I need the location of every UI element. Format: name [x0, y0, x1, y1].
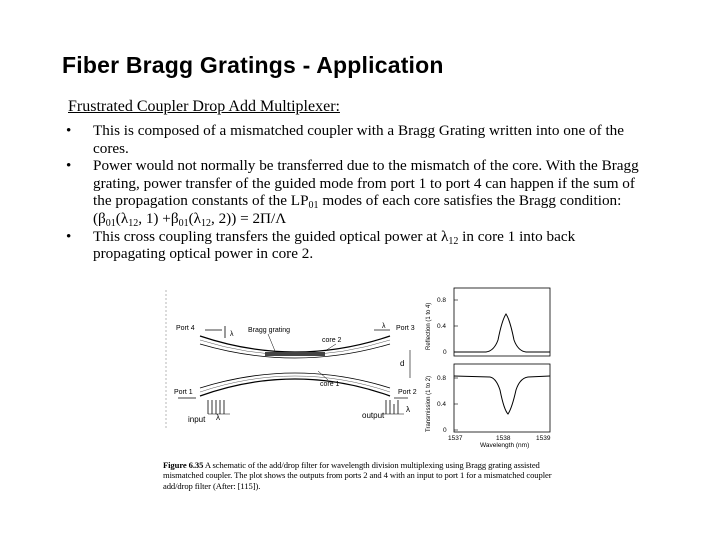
formula-part: , 2)) = 2Π/Λ — [210, 209, 287, 227]
d-label: d — [400, 359, 405, 368]
input-spectrum — [208, 400, 230, 414]
xtick: 1537 — [448, 435, 463, 442]
reflection-curve — [454, 314, 550, 352]
beta-subscript: 01 — [178, 217, 189, 229]
bullet-glyph: • — [66, 157, 72, 175]
slide-title: Fiber Bragg Gratings - Application — [62, 52, 444, 78]
lambda-label-input: λ — [216, 413, 220, 422]
formula-part: , 1) +β — [138, 209, 179, 227]
formula-part: (λ — [188, 209, 201, 227]
formula-part: (λ — [115, 209, 129, 227]
reflection-ylabel: Reflection (1 to 4) — [426, 302, 432, 350]
lambda-subscript: 12 — [128, 217, 139, 229]
port4-label: Port 4 — [176, 325, 195, 332]
xtick: 1539 — [536, 435, 551, 442]
core1-label: core 1 — [320, 381, 340, 388]
port3-label: Port 3 — [396, 325, 415, 332]
bragg-grating-marks — [265, 352, 325, 356]
transmission-ytick: 0.4 — [437, 401, 447, 408]
bullet-glyph: • — [66, 227, 72, 245]
reflection-ytick: 0.8 — [437, 297, 447, 304]
transmission-ytick: 0 — [443, 427, 447, 434]
grating-pointer — [268, 334, 275, 351]
caption-text: A schematic of the add/drop filter for wavelength division multiplexing using Bragg grating assisted mismatched coupler. The plot shows the outputs from ports 2 and 4 with an input to port 1 for a mismatched coupler add/drop filter (After: [115]). — [163, 460, 552, 491]
reflection-ytick: 0 — [443, 349, 447, 356]
xtick: 1538 — [496, 435, 511, 442]
lambda-symbol: λ — [440, 227, 449, 245]
bullet-list — [66, 122, 646, 263]
output-spectrum — [382, 400, 404, 414]
lambda-label-port3: λ — [382, 323, 386, 330]
fiber-upper-outer — [200, 336, 390, 352]
bullet-text: Power would not normally be transferred due to the mismatch of the core. With the Bragg grating, power transfer of the guided mode from port 1 to port 4 can happen if the sum of the propagation constants of the LP — [93, 157, 639, 210]
port1-label: Port 1 — [174, 389, 193, 396]
input-label: input — [188, 415, 206, 424]
lambda-label-port4: λ — [230, 331, 234, 338]
coupler-schematic — [174, 323, 417, 424]
reflection-plot — [426, 288, 550, 356]
beta-subscript: 01 — [105, 217, 116, 229]
bullet-text: This is composed of a mismatched coupler with a Bragg Grating written into one of the cores. — [93, 122, 625, 157]
output-label: output — [362, 411, 385, 420]
reflection-ytick: 0.4 — [437, 323, 447, 330]
transmission-ylabel: Transmission (1 to 2) — [426, 375, 432, 432]
lambda-subscript: 12 — [200, 217, 211, 229]
bullet-text-cont: in core 1 into back propagating optical power in core 2. — [93, 227, 576, 263]
fiber-lower-outer — [200, 379, 390, 396]
bullet-item — [66, 228, 646, 263]
bullet-text: This cross coupling transfers the guided optical power at — [93, 227, 438, 245]
xlabel: Wavelength (nm) — [480, 442, 530, 449]
core2-label: core 2 — [322, 337, 342, 344]
transmission-curve — [454, 376, 550, 414]
bullet-text-cont: modes of each core satisfies the Bragg condition: (β — [93, 192, 622, 227]
lp-subscript: 01 — [308, 200, 319, 212]
transmission-ytick: 0.8 — [437, 375, 447, 382]
figure-caption — [163, 460, 563, 491]
core1-pointer — [318, 371, 328, 380]
bragg-grating-label: Bragg grating — [248, 327, 291, 334]
bullet-glyph: • — [66, 122, 72, 139]
bullet-item — [66, 157, 646, 227]
section-subtitle: Frustrated Coupler Drop Add Multiplexer: — [68, 98, 340, 115]
lambda-label-output: λ — [406, 405, 410, 414]
bullet-item — [66, 122, 646, 157]
lambda-subscript: 12 — [448, 235, 459, 247]
transmission-plot — [426, 364, 551, 449]
port2-label: Port 2 — [398, 389, 417, 396]
fiber-lower-inner — [200, 373, 390, 388]
caption-label: Figure 6.35 — [163, 460, 204, 470]
